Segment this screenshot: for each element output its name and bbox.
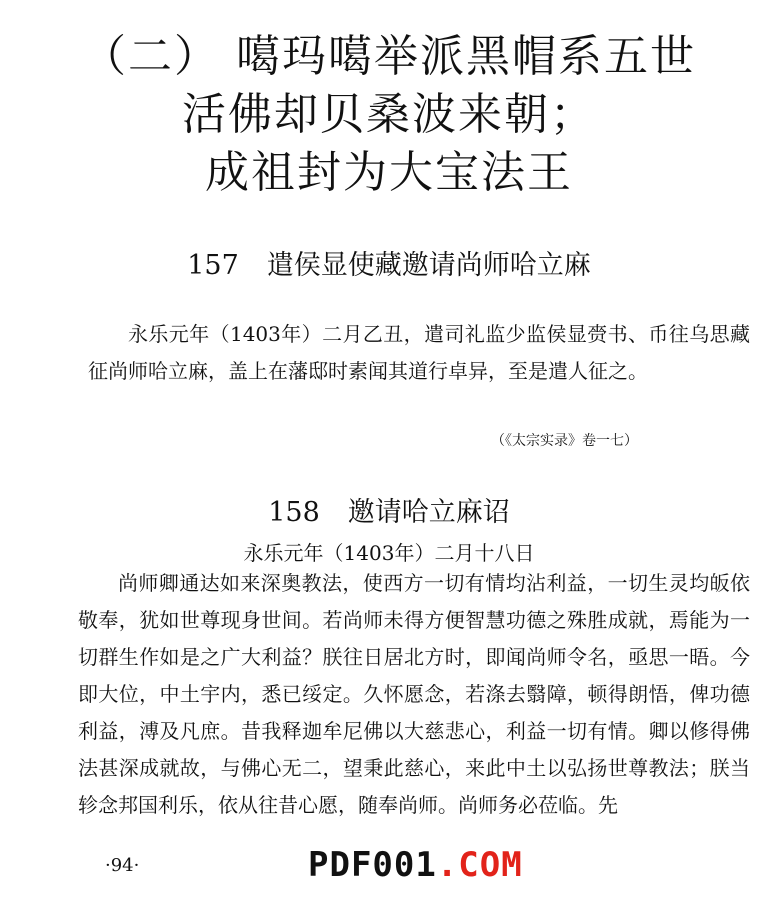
watermark-main: PDF001 [308, 845, 437, 885]
source-citation: （《太宗实录》卷一七） [491, 433, 638, 449]
section-title: 邀请哈立麻诏 [347, 497, 510, 528]
chapter-title-line: （二） 噶玛噶举派黑帽系五世 [82, 31, 696, 82]
section-title: 遣侯显使藏邀请尚师哈立麻 [266, 250, 591, 281]
section-157-heading [0, 243, 778, 282]
section-157-body: 永乐元年（1403年）二月乙丑，遣司礼监少监侯显赍书、币往乌思藏征尚师哈立麻，盖上在藩邸时素闻其道行卓异，至是遣人征之。 [88, 322, 750, 383]
watermark-logo [308, 845, 523, 885]
section-number: 158 [268, 497, 320, 528]
section-number: 157 [187, 250, 239, 281]
page-number: ·94· [105, 855, 140, 876]
chapter-title-line: 活佛却贝桑波来朝； [182, 89, 596, 140]
chapter-title [0, 28, 778, 202]
edict-date: 永乐元年（1403年）二月十八日 [243, 541, 535, 565]
section-158-body: 尚师卿通达如来深奥教法，使西方一切有情均沾利益，一切生灵均皈依敬奉，犹如世尊现身世间。若尚师未得方便智慧功德之殊胜成就，焉能为一切群生作如是之广大利益？朕往日居北方时，即闻尚师令名，亟思一晤。今即大位，中土宇内，悉已绥定。久怀愿念，若涤去翳障，顿得朗悟，俾功德利益，溥及凡庶。昔我释迦牟尼佛以大慈悲心，利益一切有情。卿以修得佛法甚深成就故，与佛心无二，望秉此慈心，来此中土以弘扬世尊教法；朕当轸念邦国利乐，依从往昔心愿，随奉尚师。尚师务必莅临。先 [78, 571, 750, 817]
chapter-title-line: 成祖封为大宝法王 [205, 147, 573, 198]
watermark-suffix: .COM [436, 845, 523, 885]
section-158-heading [0, 490, 778, 529]
